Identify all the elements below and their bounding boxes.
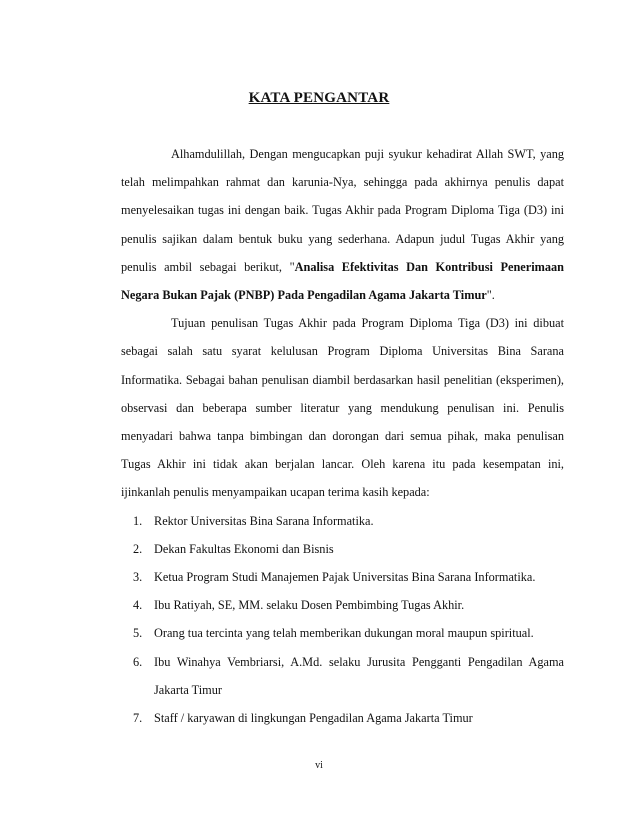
- list-item: [121, 591, 564, 619]
- list-item: [121, 535, 564, 563]
- list-item-text: Ibu Winahya Vembriarsi, A.Md. selaku Jurusita Pengganti Pengadilan Agama Jakarta Timur: [154, 654, 564, 697]
- list-item-number: 4.: [133, 598, 143, 613]
- list-item: [121, 704, 564, 732]
- paragraph-intro: [121, 140, 564, 309]
- list-item: [121, 507, 564, 535]
- page-title: KATA PENGANTAR: [248, 90, 390, 106]
- list-item-text: Ketua Program Studi Manajemen Pajak Universitas Bina Sarana Informatika.: [154, 570, 536, 585]
- list-item-text: Staff / karyawan di lingkungan Pengadilan Agama Jakarta Timur: [154, 711, 473, 726]
- intro-text: Alhamdulillah, Dengan mengucapkan puji syukur kehadirat Allah SWT, yang telah melimpahkan rahmat dan karunia-Nya, sehingga pada akhirnya penulis dapat menyelesaikan tugas ini dengan baik. Tugas Akhir pada Program Diploma Tiga (D3) ini penulis sajikan dalam bentuk buku yang sederhana. Adapun judul Tugas Akhir yang penulis ambil sebagai berikut, ": [121, 147, 564, 274]
- list-item-number: 5.: [133, 626, 143, 641]
- list-item: [121, 648, 564, 704]
- list-item-number: 3.: [133, 570, 143, 585]
- list-item-number: 1.: [133, 513, 143, 528]
- page-number: vi: [315, 760, 323, 771]
- intro-text-end: ".: [486, 288, 495, 303]
- list-item-text: Ibu Ratiyah, SE, MM. selaku Dosen Pembimbing Tugas Akhir.: [154, 598, 465, 613]
- paragraph-purpose: Tujuan penulisan Tugas Akhir pada Program Diploma Tiga (D3) ini dibuat sebagai salah satu syarat kelulusan Program Diploma Universitas Bina Sarana Informatika. Sebagai bahan penulisan diambil berdasarkan hasil penelitian (eksperimen), observasi dan beberapa sumber literatur yang mendukung penulisan ini. Penulis menyadari bahwa tanpa bimbingan dan dorongan dari semua pihak, maka penulisan Tugas Akhir ini tidak akan berjalan lancar. Oleh karena itu pada kesempatan ini, ijinkanlah penulis menyampaikan ucapan terima kasih kepada:: [121, 316, 564, 500]
- list-item: [121, 563, 564, 591]
- list-item-number: 7.: [133, 711, 143, 726]
- thesis-title: Analisa Efektivitas Dan Kontribusi Penerimaan Negara Bukan Pajak (PNBP) Pada Pengadilan Agama Jakarta Timur: [121, 259, 565, 303]
- list-item-text: Dekan Fakultas Ekonomi dan Bisnis: [154, 541, 334, 556]
- document-body: [121, 140, 564, 732]
- acknowledgement-list: [121, 507, 564, 733]
- list-item-text: Rektor Universitas Bina Sarana Informatika.: [154, 513, 374, 528]
- list-item: [121, 619, 564, 647]
- list-item-number: 2.: [133, 541, 143, 556]
- list-item-text: Orang tua tercinta yang telah memberikan dukungan moral maupun spiritual.: [154, 626, 534, 641]
- list-item-number: 6.: [133, 654, 143, 669]
